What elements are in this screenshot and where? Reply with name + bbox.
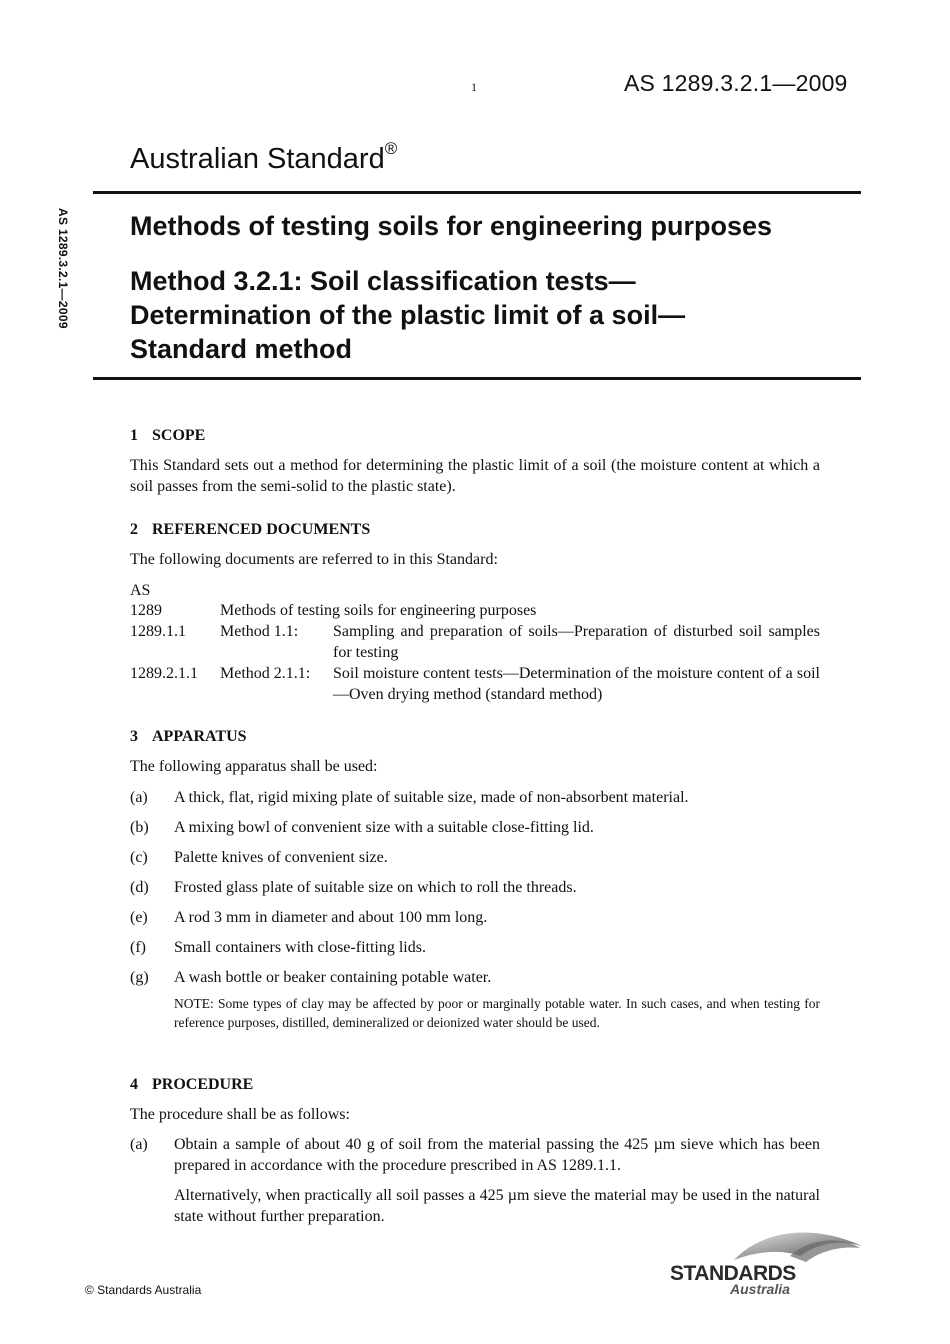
reference-row (130, 621, 820, 663)
section-title: PROCEDURE (152, 1076, 254, 1093)
list-item (130, 967, 820, 988)
reference-title: Methods of testing soils for engineering purposes (220, 602, 537, 619)
top-rule (93, 191, 861, 194)
registered-mark: ® (384, 139, 398, 158)
method-title-line: Determination of the plastic limit of a soil— (130, 300, 686, 330)
item-text: Obtain a sample of about 40 g of soil from the material passing the 425 µm sieve which has been prepared in accordance with the procedure prescribed in AS 1289.1.1. (174, 1136, 820, 1174)
section-number: 3 (130, 728, 138, 745)
reference-method: Method 1.1: (220, 623, 299, 640)
main-title: Methods of testing soils for engineering purposes (130, 211, 773, 241)
method-title-line: Standard method (130, 334, 353, 364)
item-label: (g) (130, 969, 149, 986)
item-label: (c) (130, 849, 148, 866)
reference-row (130, 663, 820, 705)
item-label: (a) (130, 789, 148, 806)
item-text: A rod 3 mm in diameter and about 100 mm long. (174, 909, 488, 926)
reference-title: Sampling and preparation of soils—Preparation of disturbed soil samples for testing (333, 623, 820, 661)
list-item (130, 847, 820, 868)
section-title: SCOPE (152, 427, 206, 444)
references-prefix: AS (130, 582, 151, 599)
reference-code: 1289 (130, 602, 162, 619)
item-text: Alternatively, when practically all soil passes a 425 µm sieve the material may be used in the natural state without further preparation. (174, 1187, 820, 1225)
bottom-rule (93, 377, 861, 380)
references-table (130, 600, 820, 705)
section-title: APPARATUS (152, 728, 247, 745)
item-label: (d) (130, 879, 149, 896)
procedure-intro: The procedure shall be as follows: (130, 1106, 350, 1123)
list-item-continuation (130, 1185, 820, 1227)
list-item (130, 787, 820, 808)
item-text: Frosted glass plate of suitable size on which to roll the threads. (174, 879, 577, 896)
item-text: Palette knives of convenient size. (174, 849, 388, 866)
item-text: Small containers with close-fitting lids. (174, 939, 426, 956)
apparatus-intro: The following apparatus shall be used: (130, 758, 378, 775)
section-number: 1 (130, 427, 138, 444)
item-text: A mixing bowl of convenient size with a suitable close-fitting lid. (174, 819, 594, 836)
procedure-heading (130, 1074, 820, 1095)
series-label-text: Australian Standard (130, 143, 385, 175)
list-item (130, 877, 820, 898)
list-item (130, 1134, 820, 1176)
logo-subtext: Australia (730, 1281, 790, 1297)
section-number: 4 (130, 1076, 138, 1093)
list-item (130, 937, 820, 958)
standards-australia-logo (668, 1226, 868, 1296)
item-text: A wash bottle or beaker containing potable water. (174, 969, 492, 986)
method-title (130, 264, 685, 366)
item-label: (f) (130, 939, 146, 956)
reference-code: 1289.1.1 (130, 623, 186, 640)
document-code: AS 1289.3.2.1—2009 (624, 70, 848, 96)
method-title-line: Method 3.2.1: Soil classification tests— (130, 266, 636, 296)
series-label (130, 139, 398, 176)
scope-text: This Standard sets out a method for determining the plastic limit of a soil (the moisture content at which a soil passes from the semi-solid to the plastic state). (130, 457, 820, 495)
page-number: 1 (471, 80, 477, 94)
references-intro: The following documents are referred to in this Standard: (130, 551, 498, 568)
section-title: REFERENCED DOCUMENTS (152, 521, 371, 538)
apparatus-note-block (130, 994, 820, 1032)
item-label-spacer (130, 1185, 174, 1227)
section-number: 2 (130, 521, 138, 538)
reference-title: Soil moisture content tests—Determination of the moisture content of a soil—Oven drying method (standard method) (333, 665, 820, 703)
logo-text: STANDARDS (670, 1262, 796, 1285)
logo-swoosh-icon (730, 1226, 865, 1266)
item-text: A thick, flat, rigid mixing plate of suitable size, made of non-absorbent material. (174, 789, 689, 806)
apparatus-note: NOTE: Some types of clay may be affected by poor or marginally potable water. In such cases, and when testing for reference purposes, distilled, demineralized or deionized water should be used. (174, 996, 820, 1030)
item-label: (a) (130, 1136, 148, 1153)
reference-method: Method 2.1.1: (220, 665, 311, 682)
list-item (130, 907, 820, 928)
reference-row (130, 600, 820, 621)
references-heading (130, 519, 820, 540)
list-item (130, 817, 820, 838)
side-document-code: AS 1289.3.2.1—2009 (56, 208, 70, 329)
scope-heading (130, 425, 820, 446)
copyright: © Standards Australia (85, 1283, 202, 1297)
reference-code: 1289.2.1.1 (130, 665, 198, 682)
apparatus-heading (130, 726, 820, 747)
item-label: (b) (130, 819, 149, 836)
item-label: (e) (130, 909, 148, 926)
